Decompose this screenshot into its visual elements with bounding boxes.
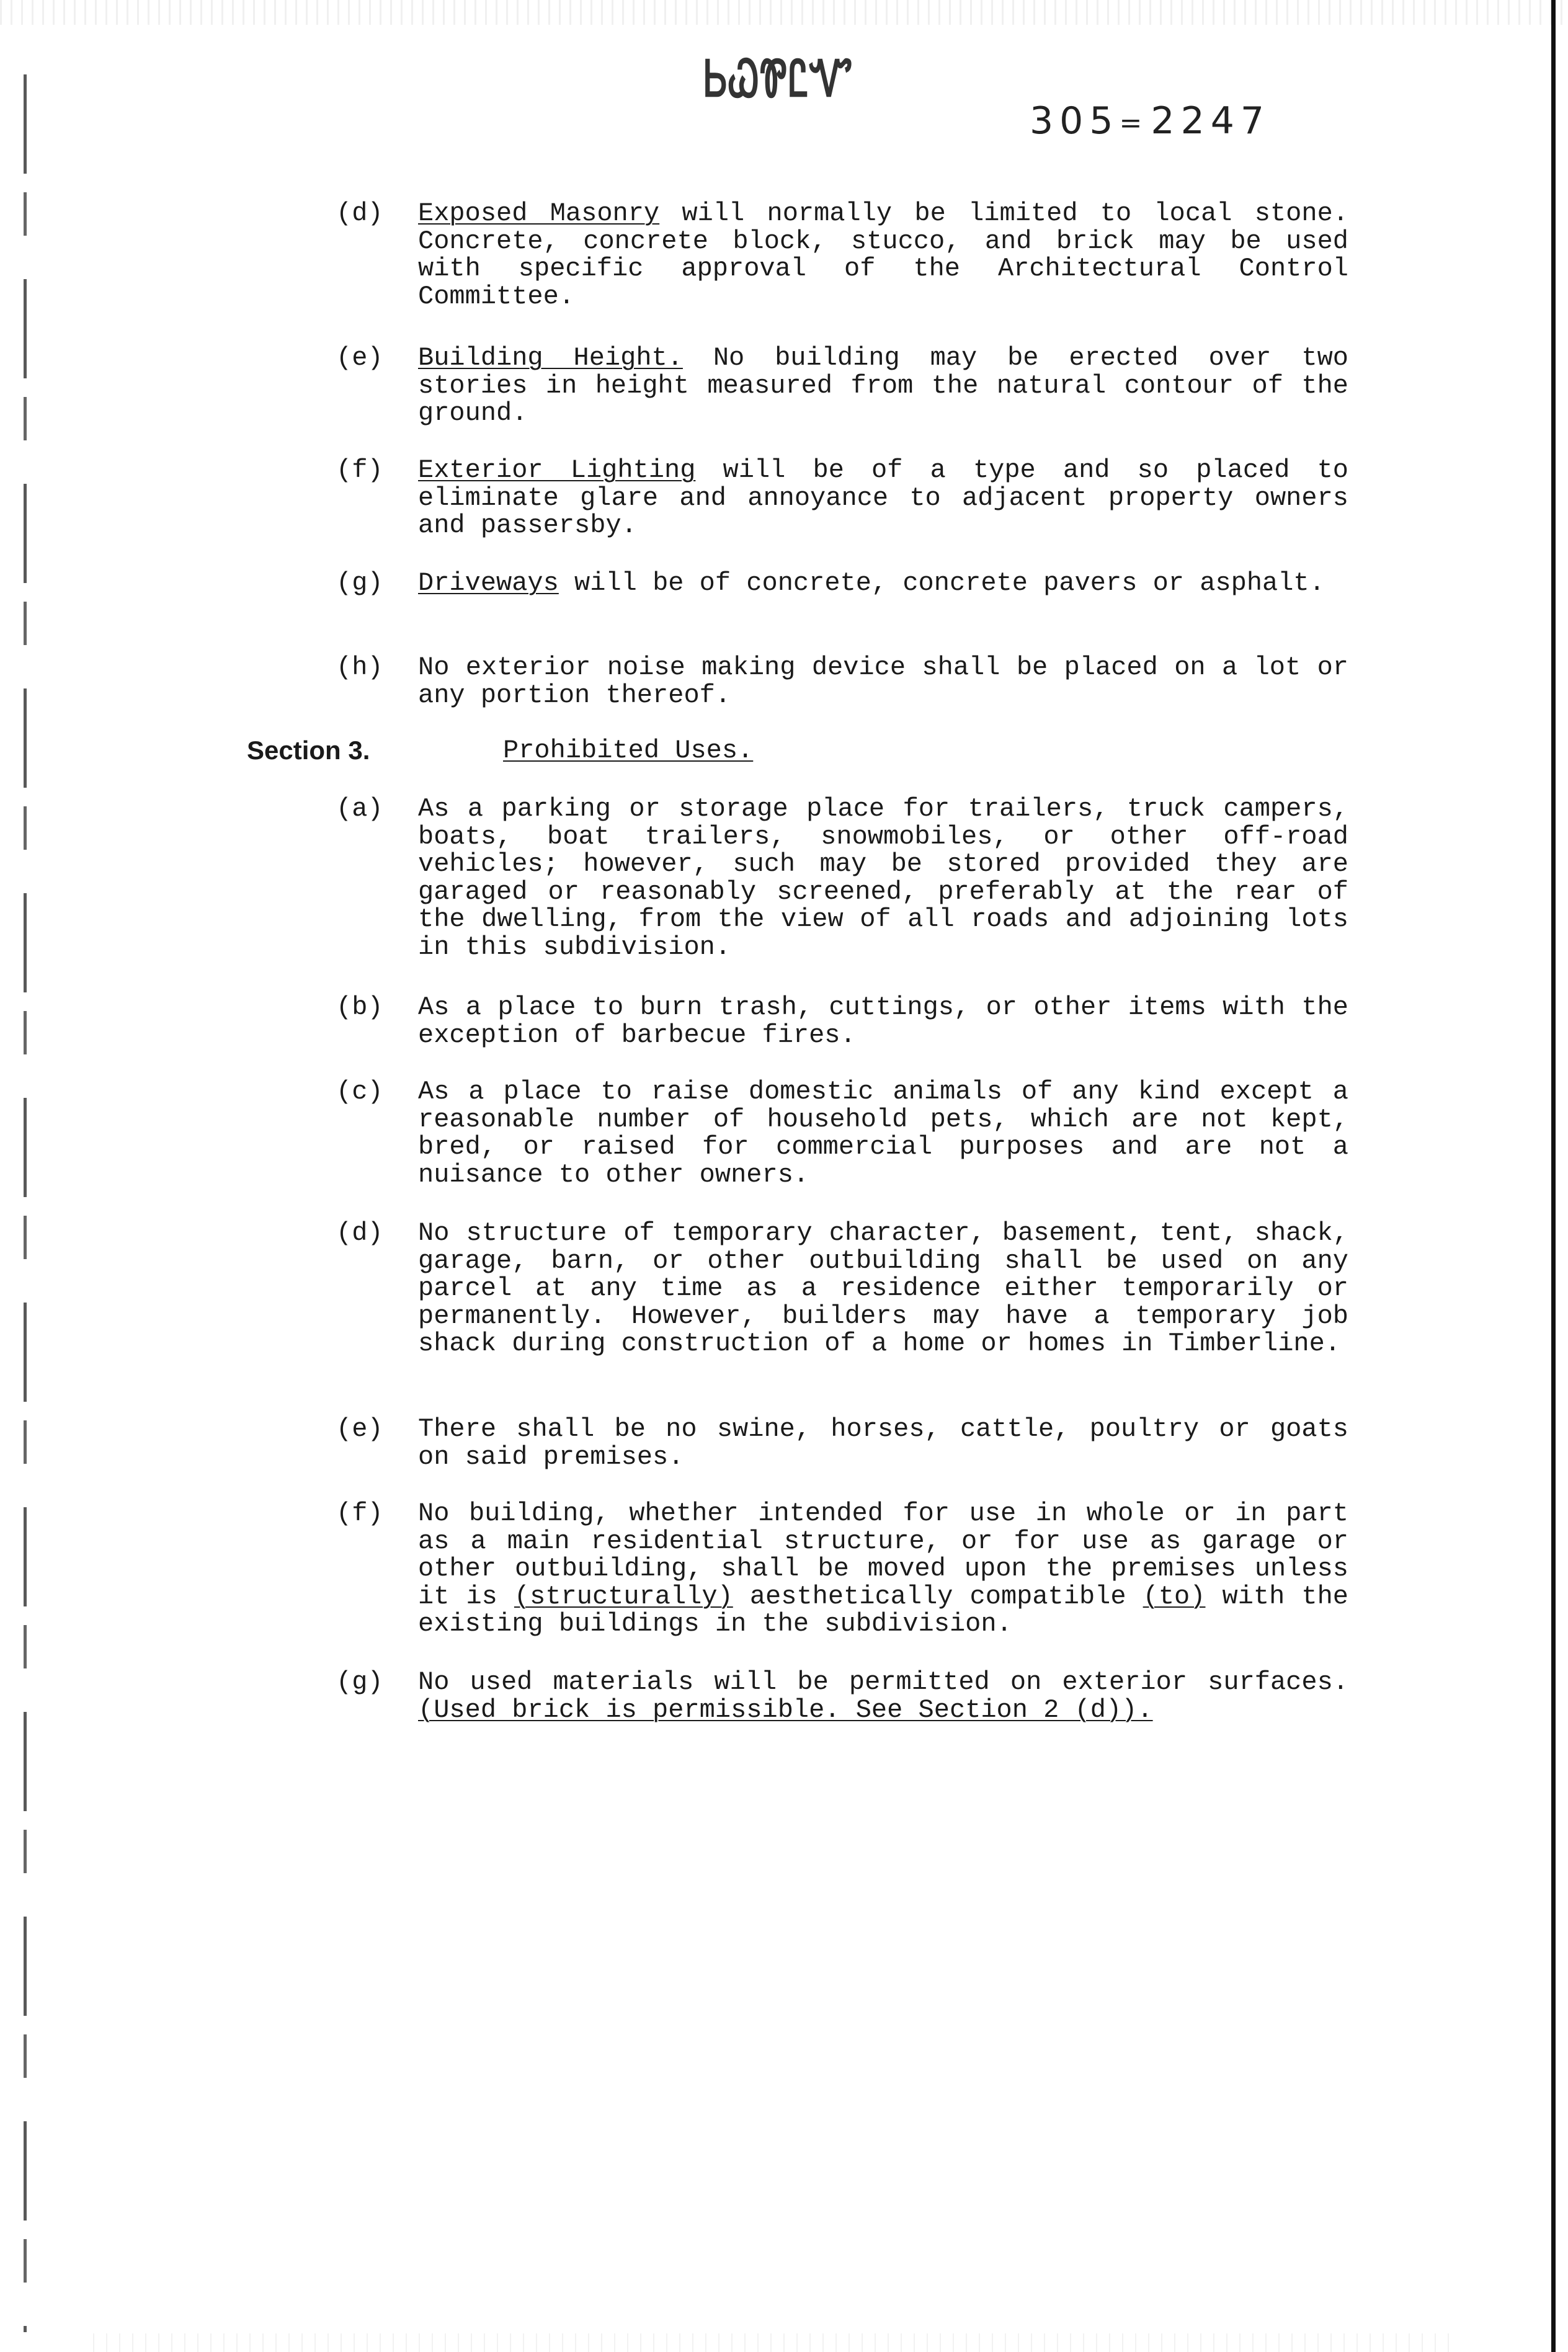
item-label: (b) (336, 992, 383, 1022)
item-body: As a parking or storage place for trailers, truck campers, boats, boat trailers, snowmobiles, or other off-road vehicles; however, such may be stored provided they are garaged or reasonably screened, preferably at the rear of the dwelling, from the view of all roads and adjoining lots in this subdivision. (418, 794, 1348, 962)
book-page-number (1030, 99, 1270, 143)
item-underlined-insert: (Used brick is permissible. See Section 2 (d)). (418, 1695, 1153, 1725)
item-label: (h) (336, 653, 383, 682)
scan-noise-top (0, 0, 1568, 25)
item-title: Building Height. (418, 343, 683, 373)
item-text: will be of concrete, concrete pavers or asphalt. (558, 568, 1325, 598)
section-3-heading (247, 736, 754, 767)
item-text: No building, whether intended for use in whole or in part as a main residential structure, or for use as garage or other outbuilding, shall be moved upon the premises unless it is (418, 1499, 1348, 1611)
section-number: Section 3. (247, 736, 370, 765)
item-body (418, 457, 1348, 540)
item-underlined-insert: (to) (1143, 1581, 1206, 1611)
item-title: Exterior Lighting (418, 455, 696, 485)
item-text: No building may be erected over two stories in height measured from the natural contour of the ground. (418, 343, 1348, 428)
item-text: aesthetically compatible (733, 1581, 1143, 1611)
item-body (418, 1668, 1348, 1724)
item-text: No used materials will be permitted on exterior surfaces. (418, 1667, 1348, 1697)
scan-noise-bottom (93, 2333, 1458, 2352)
item-body: As a place to burn trash, cuttings, or other items with the exception of barbecue fires. (418, 992, 1348, 1050)
item-label: (d) (336, 198, 383, 228)
item-text: will be of a type and so placed to eliminate glare and annoyance to adjacent property owners and passersby. (418, 455, 1348, 540)
binding-edge-left (24, 74, 27, 2332)
item-label: (a) (336, 794, 383, 824)
item-label: (f) (336, 455, 383, 485)
item-body: No structure of temporary character, basement, tent, shack, garage, barn, or other outbuilding shall be used on any parcel at any time as a residence either temporarily or permanently. However, builders may have a temporary job shack during construction of a home or homes in Timberline. (418, 1218, 1348, 1358)
item-body (418, 344, 1348, 427)
item-text: with the existing buildings in the subdivision. (418, 1581, 1348, 1639)
book-page-separator: = (1119, 107, 1151, 139)
item-label: (d) (336, 1218, 383, 1248)
item-title: Driveways (418, 568, 559, 598)
section-title: Prohibited Uses. (503, 736, 754, 765)
item-label: (e) (336, 343, 383, 373)
item-underlined-insert: (structurally) (514, 1581, 733, 1611)
item-body (418, 1500, 1348, 1638)
item-label: (f) (336, 1499, 383, 1528)
item-body: As a place to raise domestic animals of any kind except a reasonable number of household pets, which are not kept, bred, or raised for commercial purposes and are not a nuisance to other owners. (418, 1077, 1348, 1190)
book-number: 305 (1030, 99, 1120, 143)
item-body: No exterior noise making device shall be placed on a lot or any portion thereof. (418, 653, 1348, 710)
item-label: (g) (336, 568, 383, 598)
item-body: There shall be no swine, horses, cattle, poultry or goats on said premises. (418, 1414, 1348, 1472)
item-label: (c) (336, 1077, 383, 1107)
item-text: will normally be limited to local stone. Concrete, concrete block, stucco, and brick may be used with specific approval of the Architectural Control Committee. (418, 198, 1349, 311)
page-number-value: 2247 (1151, 99, 1271, 143)
item-label: (g) (336, 1667, 383, 1697)
item-label: (e) (336, 1414, 383, 1444)
item-body (418, 200, 1348, 310)
item-body (418, 569, 1348, 597)
recording-stamp: ᏏᏇᏈᏝᏉ (704, 55, 855, 112)
item-title: Exposed Masonry (418, 198, 660, 228)
page-edge-right (1551, 0, 1556, 2352)
